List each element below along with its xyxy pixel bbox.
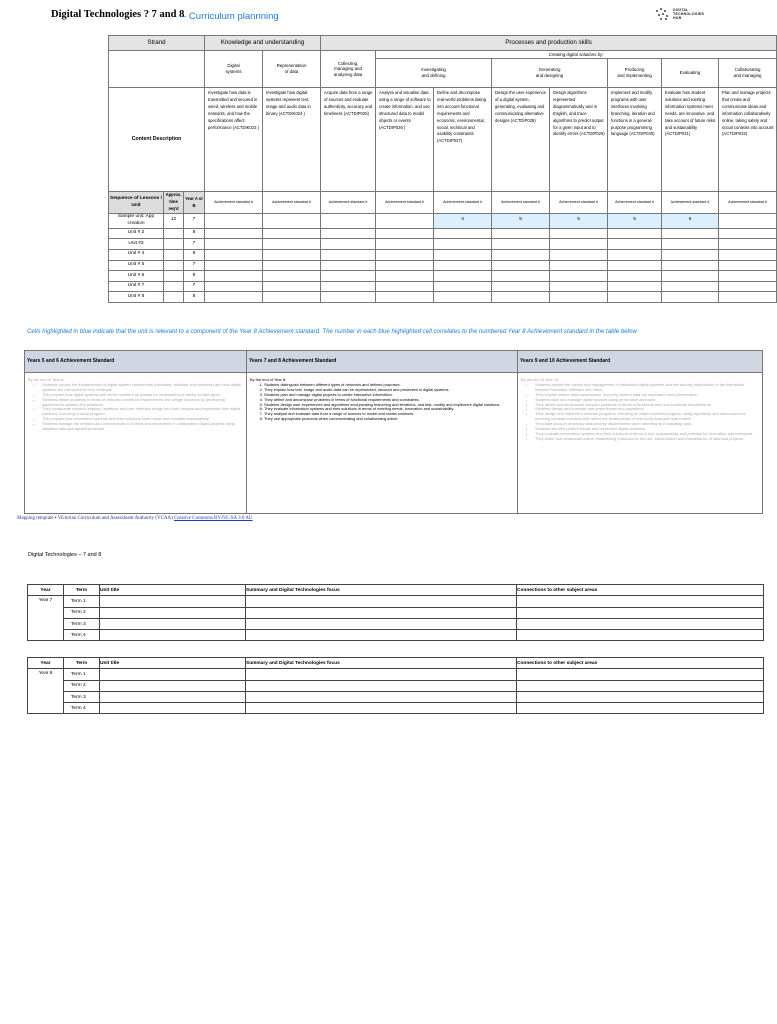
plan-unit-title-cell[interactable] — [100, 630, 246, 641]
col-producing: Producing and implementing — [608, 59, 662, 88]
plan-unit-title-cell[interactable] — [100, 669, 246, 680]
mapping-cell[interactable] — [321, 250, 376, 261]
logo-dots-icon — [656, 8, 670, 20]
standard-item: 1. Students distinguish between different types of networks and defined purposes. — [264, 383, 513, 388]
plan-term-cell: Term 4 — [64, 703, 100, 714]
plan-term-row — [28, 596, 764, 607]
mapping-cell[interactable] — [263, 214, 321, 229]
mapping-cell[interactable] — [550, 228, 608, 239]
mapping-cell[interactable] — [321, 239, 376, 250]
footer-attribution: Mapping template ▪ Victorian Curriculum and Assessment Authority (VCAA) Creative Commons BY-NC-SA 3.0 AU — [17, 516, 253, 521]
mapping-cell[interactable] — [550, 250, 608, 261]
mapping-cell[interactable] — [263, 292, 321, 303]
mapping-cell[interactable]: 5 — [492, 214, 550, 229]
mapping-cell[interactable] — [719, 260, 777, 271]
unit-time-cell[interactable] — [164, 228, 184, 239]
standard-item: 6. They evaluate information systems and their solutions in terms of meeting needs, innovation and sustainability. — [264, 407, 513, 412]
standard-item: • They define and decompose complex problems in terms of functional and non-functional requirements. — [535, 403, 758, 408]
mapping-cell[interactable]: 4 — [434, 214, 492, 229]
mapping-cell[interactable] — [434, 292, 492, 303]
mapping-cell[interactable] — [205, 228, 263, 239]
plan-connections-cell[interactable] — [517, 607, 764, 618]
strand-header: Strand — [109, 36, 205, 51]
unit-name-cell[interactable]: Unit # 6 — [109, 271, 164, 282]
mapping-cell[interactable] — [662, 260, 719, 271]
mapping-cell[interactable] — [662, 228, 719, 239]
standard-item: • They share and collaborate online, establishing protocols for the use, transmission and maintenance of data and projects. — [535, 437, 758, 442]
years-5-6-standard: By the end of Year 6: • Students explain the fundamentals of digital system components (hardware, software and networks) and how digital systems are connected to form networks. • They explain how digital systems use whole numbers as a basis for representing a variety of data types. • Students define problems in terms of data and functional requirements and design solutions by developing algorithms to address the problems. • They incorporate decision-making, repetition and user interface design into their designs and implement their digital solutions, including a visual program. • They explain how information systems and their solutions meet needs and consider sustainability. • Students manage the creation and communication of ideas and information in collaborative digital projects using validated data and agreed protocols. — [25, 373, 247, 514]
achievement-standard-header: Achievement standard # — [608, 192, 662, 214]
unit-name-cell[interactable]: Unit #3 — [109, 239, 164, 250]
mapping-cell[interactable] — [719, 239, 777, 250]
mapping-cell[interactable] — [719, 281, 777, 292]
years-7-8-standard: By the end of Year 8: 1. Students distinguish between different types of networks and defined purposes. 2. They explain how text, image and audio data can be represented, secured and presented in digital systems. 3. Students plan and manage digital projects to create interactive information. 4. They define and decompose problems in terms of functional requirements and constraints. 5. Students design user experiences and algorithms incorporating branching and iterations, and test, modify and implement digital solutions. 6. They evaluate information systems and their solutions in terms of meeting needs, innovation and sustainability. 7. They analyse and evaluate data from a range of sources to model and create solutions. 8. They use appropriate protocols when communicating and collaborating online. — [247, 373, 518, 514]
achievement-standards-table — [24, 350, 763, 514]
unit-time-cell[interactable] — [164, 250, 184, 261]
standard-item: • They explain how digital systems use whole numbers as a basis for representing a variety of data types. — [42, 393, 242, 398]
standard-item: 3. Students plan and manage digital projects to create interactive information. — [264, 393, 513, 398]
achievement-standard-header: Achievement standard # — [492, 192, 550, 214]
plan-column-header: Unit title — [100, 658, 246, 669]
strand-blank — [109, 51, 205, 88]
plan-year-cell: Year 7 — [28, 596, 64, 641]
plan-column-header: Connections to other subject areas — [517, 658, 764, 669]
plan-unit-title-cell[interactable] — [100, 703, 246, 714]
col-representation: Representation of data — [263, 51, 321, 88]
plan-unit-title-cell[interactable] — [100, 680, 246, 691]
plan-column-header: Year — [28, 658, 64, 669]
mapping-cell[interactable] — [205, 214, 263, 229]
col-generating: Generating and designing — [492, 59, 608, 88]
mapping-cell[interactable] — [550, 292, 608, 303]
unit-name-cell[interactable]: Unit # 7 — [109, 281, 164, 292]
years-7-8-header: Years 7 and 8 Achievement Standard — [247, 351, 518, 373]
plan-summary-cell[interactable] — [246, 680, 517, 691]
mapping-cell[interactable] — [608, 250, 662, 261]
standard-item: • They take account of privacy and security requirements when selecting and validating data. — [535, 422, 758, 427]
mapping-cell[interactable] — [434, 271, 492, 282]
license-link[interactable]: Creative Commons BY-NC-SA 3.0 AU — [174, 516, 253, 521]
plan-summary-cell[interactable] — [246, 607, 517, 618]
unit-year-cell[interactable]: 8 — [184, 228, 205, 239]
col-investigating: Investigating and defining — [376, 59, 492, 88]
unit-time-cell[interactable]: 12 — [164, 214, 184, 229]
content-description: Evaluate how student solutions and existing information systems meet needs, are innovative, and take account of future risks and sustainability (ACTDIP031) — [662, 88, 719, 192]
mapping-cell[interactable] — [376, 292, 434, 303]
col-digital-systems: Digital systems — [205, 51, 263, 88]
mapping-cell[interactable] — [608, 239, 662, 250]
mapping-cell[interactable] — [205, 250, 263, 261]
mapping-cell[interactable] — [205, 260, 263, 271]
plan-term-row — [28, 607, 764, 618]
page-subtitle: – Curriculum plannning — [181, 11, 279, 22]
content-description: Analyse and visualise data using a range of software to create information, and use structured data to model objects or events (ACTDIP026 ) — [376, 88, 434, 192]
unit-time-cell[interactable] — [164, 239, 184, 250]
plan-term-cell: Term 3 — [64, 618, 100, 629]
mapping-cell[interactable]: 5 — [550, 214, 608, 229]
standard-item: • Students explain the control and management of networked digital systems and the security implications of the interaction between hardware, software and users. — [535, 383, 758, 393]
standard-item: • Students define problems in terms of data and functional requirements and design solutions by developing algorithms to address the problems. — [42, 398, 242, 408]
mapping-cell[interactable] — [719, 271, 777, 282]
content-description: Implement and modify programs with user interfaces involving branching, iteration and functions in a general-purpose programming language (ACTDIP030) — [608, 88, 662, 192]
plan-connections-cell[interactable] — [517, 630, 764, 641]
mapping-cell[interactable] — [608, 260, 662, 271]
year-8-plan-table — [27, 657, 764, 714]
plan-term-row — [28, 669, 764, 680]
mapping-cell[interactable]: 5 — [608, 214, 662, 229]
mapping-cell[interactable] — [321, 292, 376, 303]
sequence-header: Sequence of Lessons / Unit — [109, 192, 164, 214]
mapping-cell[interactable] — [550, 239, 608, 250]
processes-header: Processes and production skills — [321, 36, 777, 51]
unit-year-cell[interactable]: 8 — [184, 250, 205, 261]
content-description: Define and decompose real-world problems taking into account functional requirements and economic, environmental, social, technical and usability constraints (ACTDIP027) — [434, 88, 492, 192]
mapping-cell[interactable] — [608, 228, 662, 239]
achievement-standard-header: Achievement standard # — [662, 192, 719, 214]
achievement-standard-header: Achievement standard # — [434, 192, 492, 214]
plan-connections-cell[interactable] — [517, 691, 764, 702]
unit-year-cell[interactable]: 8 — [184, 292, 205, 303]
unit-year-cell[interactable]: 7 — [184, 214, 205, 229]
mapping-cell[interactable] — [662, 271, 719, 282]
mapping-cell[interactable] — [376, 250, 434, 261]
mapping-cell[interactable] — [492, 228, 550, 239]
mapping-cell[interactable] — [376, 271, 434, 282]
mapping-cell[interactable] — [608, 271, 662, 282]
content-description: Design the user experience of a digital system, generating, evaluating and communicating alternative designs (ACTDIP028) — [492, 88, 550, 192]
mapping-cell[interactable] — [321, 214, 376, 229]
plan-unit-title-cell[interactable] — [100, 691, 246, 702]
plan-term-row — [28, 618, 764, 629]
mapping-cell[interactable] — [205, 239, 263, 250]
unit-time-cell[interactable] — [164, 260, 184, 271]
standard-item: 4. They define and decompose problems in terms of functional requirements and constraints. — [264, 398, 513, 403]
mapping-cell[interactable] — [376, 260, 434, 271]
standard-item: • Students plan and manage digital projects using an iterative approach. — [535, 398, 758, 403]
standard-item: • Students design and evaluate user experiences and algorithms. — [535, 407, 758, 412]
mapping-cell[interactable] — [205, 292, 263, 303]
unit-time-cell[interactable] — [164, 292, 184, 303]
mapping-cell[interactable] — [608, 292, 662, 303]
mapping-cell[interactable] — [719, 250, 777, 261]
plan-connections-cell[interactable] — [517, 596, 764, 607]
unit-year-cell[interactable]: 7 — [184, 260, 205, 271]
standard-item: • They incorporate decision-making, repetition and user interface design into their designs and implement their digital solutions, including a visual program. — [42, 407, 242, 417]
mapping-cell[interactable]: 6 — [662, 214, 719, 229]
mapping-cell[interactable] — [492, 271, 550, 282]
knowledge-header: Knowledge and understanding — [205, 36, 321, 51]
highlight-note: Cells highlighted in blue indicate that the unit is relevant to a component of the Year 8 Achievement standard. The number in each blue highlighted cell correlates to the numbered Year 8 Achievement standard in the table below — [27, 328, 637, 335]
mapping-cell[interactable] — [434, 239, 492, 250]
unit-row — [109, 239, 777, 250]
achievement-standard-header: Achievement standard # — [719, 192, 777, 214]
standard-item: • Students manage the creation and communication of ideas and information in collaborative digital projects using validated data and agreed protocols. — [42, 422, 242, 432]
planning-title: Digital Technologies – 7 and 8 — [28, 552, 102, 558]
mapping-cell[interactable] — [492, 292, 550, 303]
unit-name-cell[interactable]: Unit # 4 — [109, 250, 164, 261]
mapping-cell[interactable] — [263, 271, 321, 282]
plan-column-header: Unit title — [100, 585, 246, 596]
years-9-10-standard: By the end of Year 10: • Students explain the control and management of networked digital systems and the security implications of the interaction between hardware, software and users. • They explain simple data compression, and why content data are separated from presentation. • Students plan and manage digital projects using an iterative approach. • They define and decompose complex problems in terms of functional and non-functional requirements. • Students design and evaluate user experiences and algorithms. • They design and implement modular programs, including an object-oriented program, using algorithms and data structures involving modular functions that reflect the relationships of real-world data and data entities. • They take account of privacy and security requirements when selecting and validating data. • Students test and predict results and implement digital solutions. • They evaluate information systems and their solutions in terms of risk, sustainability and potential for innovation and enterprise. • They share and collaborate online, establishing protocols for the use, transmission and maintenance of data and projects. — [518, 373, 763, 514]
plan-term-row — [28, 703, 764, 714]
mapping-cell[interactable] — [321, 228, 376, 239]
standard-item: • They explain how information systems and their solutions meet needs and consider sustainability. — [42, 417, 242, 422]
mapping-cell[interactable] — [719, 214, 777, 229]
plan-term-cell: Term 1 — [64, 669, 100, 680]
plan-connections-cell[interactable] — [517, 703, 764, 714]
mapping-cell[interactable] — [376, 214, 434, 229]
year-7-plan-table — [27, 584, 764, 641]
plan-unit-title-cell[interactable] — [100, 596, 246, 607]
plan-summary-cell[interactable] — [246, 596, 517, 607]
unit-name-cell[interactable]: Sample unit: App creation — [109, 214, 164, 229]
standard-item: 5. Students design user experiences and algorithms incorporating branching and iterations, and test, modify and implement digital solutions. — [264, 403, 513, 408]
mapping-cell[interactable] — [205, 271, 263, 282]
mapping-cell[interactable] — [608, 281, 662, 292]
mapping-cell[interactable] — [263, 260, 321, 271]
achievement-standard-header: Achievement standard # — [550, 192, 608, 214]
mapping-cell[interactable] — [662, 250, 719, 261]
plan-unit-title-cell[interactable] — [100, 618, 246, 629]
standard-item: • They evaluate information systems and their solutions in terms of risk, sustainability and potential for innovation and enterprise. — [535, 432, 758, 437]
plan-term-cell: Term 2 — [64, 680, 100, 691]
plan-term-row — [28, 680, 764, 691]
plan-header-row — [28, 658, 764, 669]
unit-row — [109, 250, 777, 261]
unit-name-cell[interactable]: Unit # 2 — [109, 228, 164, 239]
years-5-6-header: Years 5 and 6 Achievement Standard — [25, 351, 247, 373]
mapping-cell[interactable] — [550, 281, 608, 292]
mapping-cell[interactable] — [321, 271, 376, 282]
unit-time-cell[interactable] — [164, 271, 184, 282]
mapping-cell[interactable] — [376, 228, 434, 239]
mapping-cell[interactable] — [263, 250, 321, 261]
digital-technologies-hub-logo — [656, 6, 716, 22]
year-header: Year A or B — [184, 192, 205, 214]
plan-connections-cell[interactable] — [517, 680, 764, 691]
mapping-cell[interactable] — [376, 281, 434, 292]
plan-summary-cell[interactable] — [246, 703, 517, 714]
col-collecting: Collecting, managing and analysing data — [321, 51, 376, 88]
creating-solutions-header: Creating digital solutions by: — [376, 51, 777, 59]
plan-column-header: Connections to other subject areas — [517, 585, 764, 596]
unit-row — [109, 214, 777, 229]
mapping-cell[interactable] — [434, 260, 492, 271]
standard-item: 7. They analyse and evaluate data from a range of sources to model and create solutions. — [264, 412, 513, 417]
mapping-cell[interactable] — [719, 228, 777, 239]
achievement-standard-header: Achievement standard # — [376, 192, 434, 214]
unit-name-cell[interactable]: Unit # 8 — [109, 292, 164, 303]
curriculum-mapping-table — [108, 35, 777, 303]
mapping-cell[interactable] — [434, 228, 492, 239]
mapping-cell[interactable] — [662, 292, 719, 303]
content-description: Investigate how digital systems represent text, image and audio data in binary (ACTDIK024 ) — [263, 88, 321, 192]
mapping-cell[interactable] — [434, 250, 492, 261]
content-description: Plan and manage projects that create and communicate ideas and information collaboratively online, taking safety and social contexts into account (ACTDIP032) — [719, 88, 777, 192]
unit-time-cell[interactable] — [164, 281, 184, 292]
mapping-cell[interactable] — [719, 292, 777, 303]
plan-year-cell: Year 8 — [28, 669, 64, 714]
unit-row — [109, 292, 777, 303]
standard-item: • They explain simple data compression, and why content data are separated from presentation. — [535, 393, 758, 398]
content-description: Acquire data from a range of sources and evaluate authenticity, accuracy and timeliness (ACTDIP025) — [321, 88, 376, 192]
plan-connections-cell[interactable] — [517, 669, 764, 680]
mapping-cell[interactable] — [376, 239, 434, 250]
mapping-cell[interactable] — [550, 271, 608, 282]
mapping-cell[interactable] — [492, 250, 550, 261]
unit-year-cell[interactable]: 8 — [184, 271, 205, 282]
mapping-cell[interactable] — [662, 239, 719, 250]
standard-item: • Students test and predict results and implement digital solutions. — [535, 427, 758, 432]
mapping-cell[interactable] — [263, 228, 321, 239]
standard-item: 2. They explain how text, image and audio data can be represented, secured and presented in digital systems. — [264, 388, 513, 393]
unit-row — [109, 271, 777, 282]
plan-term-row — [28, 630, 764, 641]
standard-item: 8. They use appropriate protocols when communicating and collaborating online. — [264, 417, 513, 422]
plan-term-cell: Term 2 — [64, 607, 100, 618]
achievement-standard-header: Achievement standard # — [205, 192, 263, 214]
content-description-label: Content Description — [109, 88, 205, 192]
mapping-cell[interactable] — [263, 281, 321, 292]
mapping-cell[interactable] — [492, 239, 550, 250]
unit-year-cell[interactable]: 7 — [184, 281, 205, 292]
plan-header-row — [28, 585, 764, 596]
mapping-cell[interactable] — [492, 281, 550, 292]
plan-column-header: Summary and Digital Technologies focus — [246, 658, 517, 669]
plan-summary-cell[interactable] — [246, 618, 517, 629]
mapping-cell[interactable] — [434, 281, 492, 292]
content-description: Design algorithms represented diagrammatically and in English, and trace algorithms to predict output for a given input and to identify errors (ACTDIP029) — [550, 88, 608, 192]
col-collaborating: Collaborating and managing — [719, 59, 777, 88]
plan-unit-title-cell[interactable] — [100, 607, 246, 618]
plan-column-header: Term — [64, 658, 100, 669]
unit-name-cell[interactable]: Unit # 5 — [109, 260, 164, 271]
approx-time-header: Approx. time req'd — [164, 192, 184, 214]
col-evaluating: Evaluating — [662, 59, 719, 88]
achievement-standard-header: Achievement standard # — [263, 192, 321, 214]
logo-text: DIGITAL TECHNOLOGIES HUB — [673, 7, 705, 21]
page-title: Digital Technologies ? 7 and 8 — [51, 9, 185, 20]
mapping-cell[interactable] — [321, 281, 376, 292]
plan-column-header: Summary and Digital Technologies focus — [246, 585, 517, 596]
mapping-cell[interactable] — [205, 281, 263, 292]
plan-term-cell: Term 4 — [64, 630, 100, 641]
achievement-standard-header: Achievement standard # — [321, 192, 376, 214]
unit-row — [109, 228, 777, 239]
plan-summary-cell[interactable] — [246, 691, 517, 702]
plan-connections-cell[interactable] — [517, 618, 764, 629]
mapping-cell[interactable] — [263, 239, 321, 250]
plan-term-cell: Term 1 — [64, 596, 100, 607]
mapping-cell[interactable] — [321, 260, 376, 271]
mapping-cell[interactable] — [662, 281, 719, 292]
content-description: Investigate how data is transmitted and secured in wired, wireless and mobile networks, and how the specifications affect performance (ACTDIK023 ) — [205, 88, 263, 192]
standard-item: • They design and implement modular programs, including an object-oriented program, using algorithms and data structures involving modular functions that reflect the relationships of real-world data and data entities. — [535, 412, 758, 422]
plan-summary-cell[interactable] — [246, 669, 517, 680]
plan-column-header: Term — [64, 585, 100, 596]
plan-term-cell: Term 3 — [64, 691, 100, 702]
mapping-cell[interactable] — [550, 260, 608, 271]
plan-term-row — [28, 691, 764, 702]
plan-column-header: Year — [28, 585, 64, 596]
unit-row — [109, 260, 777, 271]
unit-row — [109, 281, 777, 292]
years-9-10-header: Years 9 and 10 Achievement Standard — [518, 351, 763, 373]
mapping-cell[interactable] — [492, 260, 550, 271]
unit-year-cell[interactable]: 7 — [184, 239, 205, 250]
plan-summary-cell[interactable] — [246, 630, 517, 641]
standard-item: • Students explain the fundamentals of digital system components (hardware, software and networks) and how digital systems are connected to form networks. — [42, 383, 242, 393]
